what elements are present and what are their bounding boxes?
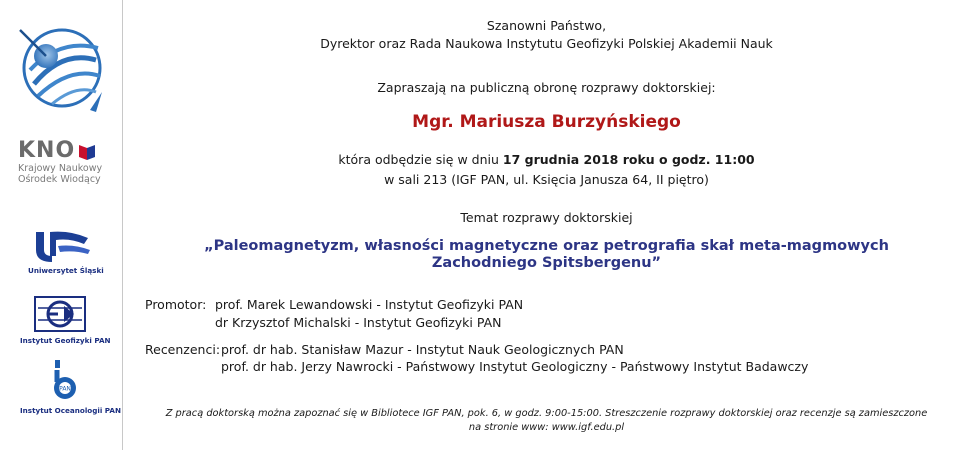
io-caption: Instytut Oceanologii PAN [20,406,121,415]
footer-note-line-2: na stronie www: www.igf.edu.pl [468,422,625,433]
us-caption: Uniwersytet Śląski [28,266,104,275]
us-logo [28,228,108,278]
igf-emblem-icon [34,296,86,332]
date-prefix: która odbędzie się w dniu [338,152,503,167]
io-badge-text: PAN [59,385,71,393]
kno-subtitle-2: Ośrodek Wiodący [18,174,101,185]
date-line [123,152,970,167]
igf-caption: Instytut Geofizyki PAN [20,336,111,345]
globe-logo [16,20,102,112]
thesis-title-line-2: Zachodniego Spitsbergenu” [431,255,662,271]
candidate-name: Mgr. Mariusza Burzyńskiego [412,112,681,132]
io-emblem-icon [50,360,80,402]
reviewers-label: Recenzenci: [145,342,221,357]
invitation-body [123,0,970,450]
kno-book-icon [77,141,97,161]
kno-wordmark: KNO [18,138,76,163]
reviewer-item-2: prof. dr hab. Jerzy Nawrocki - Państwowy Instytut Geologiczny - Państwowy Instytut Badawczy [221,359,809,374]
promotor-item-2: dr Krzysztof Michalski - Instytut Geofizyki PAN [215,315,502,330]
kno-logo [18,138,118,190]
kno-subtitle-1: Krajowy Naukowy [18,163,103,174]
footer-note-line-1: Z pracą doktorską można zapoznać się w Bibliotece IGF PAN, pok. 6, w godz. 9:00-15:00. Streszczenie rozprawy doktorskiej oraz recenzje są zamieszczone [165,408,928,419]
io-logo [20,360,120,420]
topic-label: Temat rozprawy doktorskiej [460,210,633,225]
us-emblem-icon [30,228,92,264]
greeting: Szanowni Państwo, [486,18,607,33]
defense-date: 17 grudnia 2018 roku o godz. 11:00 [502,152,755,167]
promotor-item-1: prof. Marek Lewandowski - Instytut Geofizyki PAN [215,297,524,312]
venue-line: w sali 213 (IGF PAN, ul. Księcia Janusza 64, II piętro) [384,172,709,187]
from-line: Dyrektor oraz Rada Naukowa Instytutu Geofizyki Polskiej Akademii Nauk [320,36,773,51]
igf-logo [20,296,120,346]
invite-line: Zapraszają na publiczną obronę rozprawy doktorskiej: [377,80,716,95]
logo-sidebar [0,0,122,450]
promotor-label: Promotor: [145,297,207,312]
thesis-title-line-1: „Paleomagnetyzm, własności magnetyczne oraz petrografia skał meta-magmowych [204,238,889,254]
reviewer-item-1: prof. dr hab. Stanisław Mazur - Instytut Nauk Geologicznych PAN [221,342,624,357]
